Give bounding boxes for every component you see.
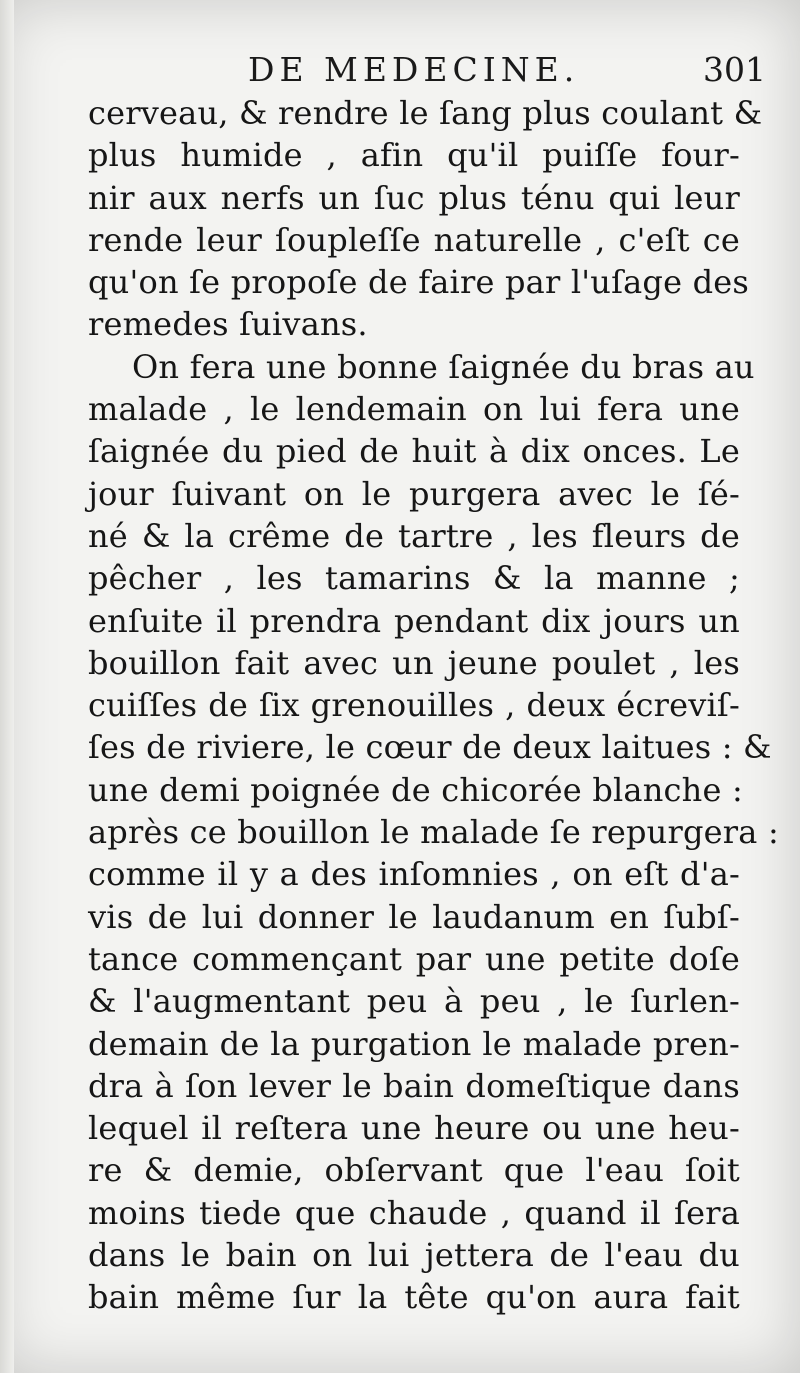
text-line: cerveau, & rendre le ſang plus coulant & <box>88 94 763 132</box>
text-line: lequel il reſtera une heure ou une heu- <box>88 1109 740 1148</box>
text-line: une demi poignée de chicorée blanche : <box>88 770 743 809</box>
text-line: bain même ſur la tête qu'on aura fait <box>88 1278 740 1317</box>
text-line: après ce bouillon le malade ſe repurgera : <box>88 813 779 852</box>
text-line: comme il y a des inſomnies , on eſt d'a- <box>88 855 740 894</box>
text-line: tance commençant par une petite doſe <box>88 939 740 978</box>
text-line: ſaignée du pied de huit à dix onces. Le <box>88 432 740 471</box>
running-head: DE MEDECINE. <box>248 50 580 89</box>
text-line: plus humide , afin qu'il puiſſe four- <box>88 136 740 175</box>
text-line: né & la crême de tartre , les fleurs de <box>88 516 740 555</box>
text-line: cuiſſes de ſix grenouilles , deux écreviſ- <box>88 686 740 725</box>
text-line: jour ſuivant on le purgera avec le ſé- <box>88 474 740 513</box>
text-line: re & demie, obſervant que l'eau ſoit <box>88 1151 740 1190</box>
text-line: enſuite il prendra pendant dix jours un <box>88 601 740 640</box>
text-line: ſes de riviere, le cœur de deux laitues : & <box>88 728 772 767</box>
text-line: remedes ſuivans. <box>88 305 368 344</box>
text-line: & l'augmentant peu à peu , le ſurlen- <box>88 982 740 1021</box>
page-gutter-edge <box>0 0 14 1373</box>
body-text <box>88 92 779 1319</box>
text-line: nir aux nerfs un ſuc plus ténu qui leur <box>88 178 740 217</box>
text-line: qu'on ſe propoſe de faire par l'uſage des <box>88 263 750 302</box>
text-line: dans le bain on lui jettera de l'eau du <box>88 1236 740 1275</box>
paragraph-first-line: On fera une bonne ſaignée du bras au <box>132 347 755 386</box>
text-line: moins tiede que chaude , quand il ſera <box>88 1193 740 1232</box>
text-line: vis de lui donner le laudanum en ſubſ- <box>88 897 740 936</box>
page-number: 301 <box>703 50 766 89</box>
text-line: pêcher , les tamarins & la manne ; <box>88 559 740 598</box>
text-line: demain de la purgation le malade pren- <box>88 1024 740 1063</box>
text-line: dra à ſon lever le bain domeſtique dans <box>88 1066 740 1105</box>
text-line: bouillon fait avec un jeune poulet , les <box>88 643 740 682</box>
text-line: malade , le lendemain on lui fera une <box>88 390 740 429</box>
text-line: rende leur ſoupleſſe naturelle , c'eſt ce <box>88 220 740 259</box>
